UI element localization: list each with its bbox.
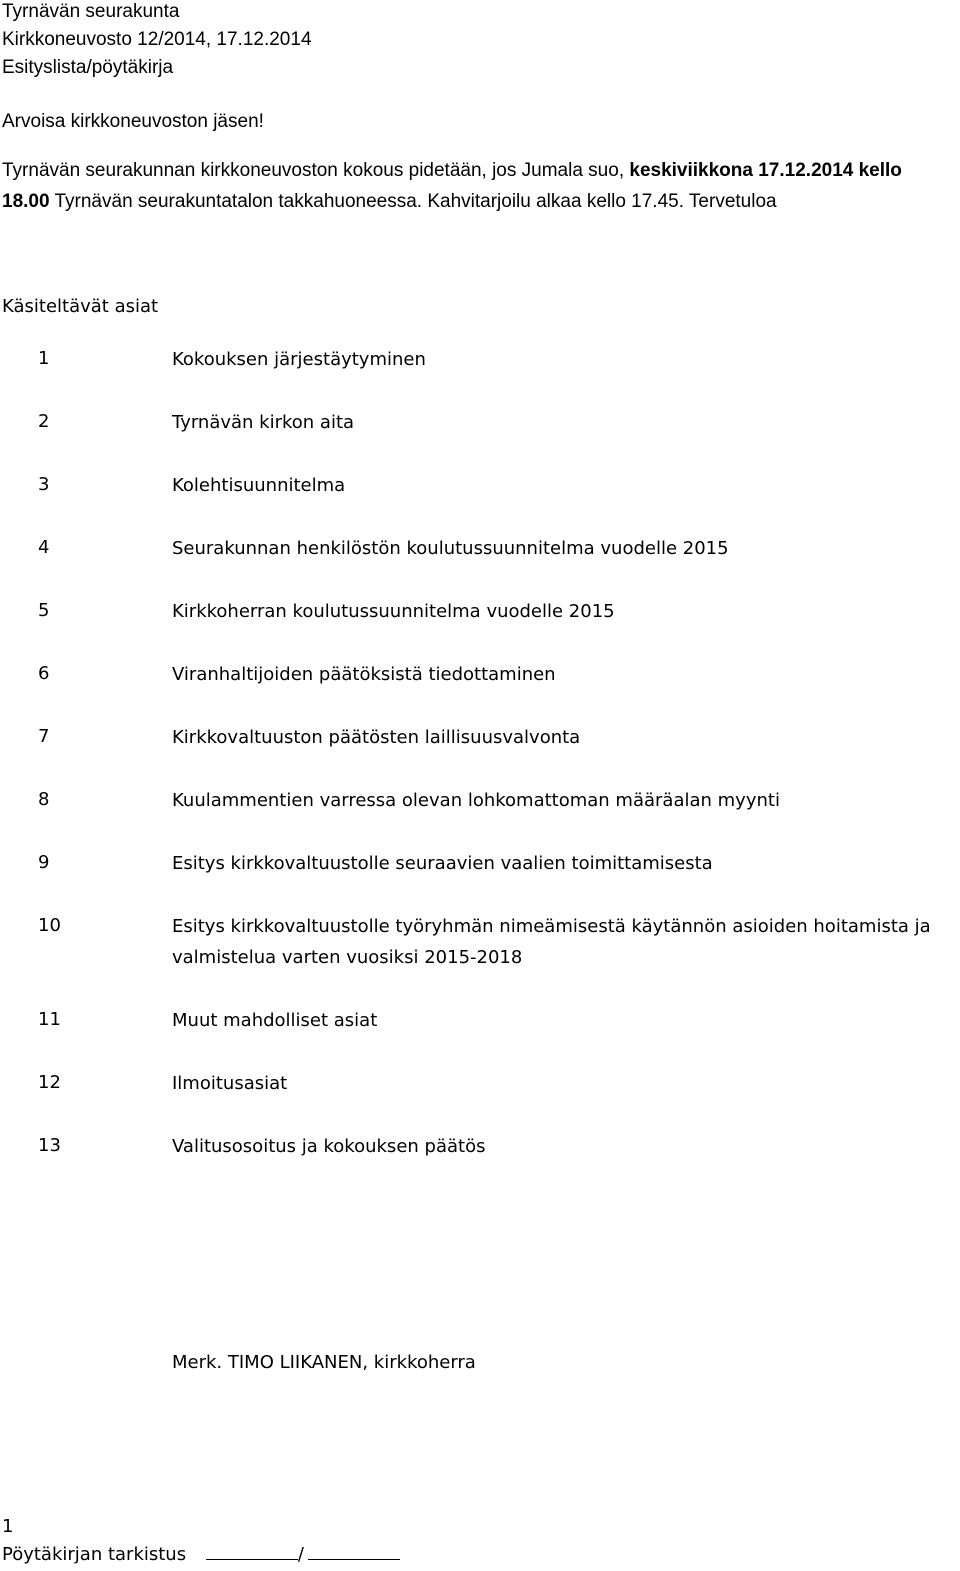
agenda-item-title: Seurakunnan henkilöstön koulutussuunnitelma vuodelle 2015 — [172, 538, 729, 559]
agenda-item — [0, 407, 960, 437]
agenda-item-title: Kolehtisuunnitelma — [172, 475, 346, 496]
agenda-item-title: Kuulammentien varressa olevan lohkomattoman määräalan myynti — [172, 790, 780, 811]
invitation-text: Tyrnävän seurakunnan kirkkoneuvoston kokous pidetään, jos Jumala suo, — [2, 160, 630, 181]
agenda-item — [0, 659, 960, 689]
agenda-item — [0, 533, 960, 563]
agenda-item-title: Esitys kirkkovaltuustolle työryhmän nimeämisestä käytännön asioiden hoitamista ja valmistelua varten vuosiksi 2015-2018 — [172, 916, 931, 968]
parish-name: Tyrnävän seurakunta — [2, 1, 180, 22]
invitation-line-2 — [2, 191, 777, 213]
agenda-item — [0, 1005, 960, 1035]
agenda-heading: Käsiteltävät asiat — [2, 296, 159, 317]
agenda-item-number: 2 — [38, 411, 50, 432]
page-number: 1 — [2, 1516, 14, 1537]
meeting-hour: 18.00 — [2, 191, 50, 212]
agenda-item-title: Tyrnävän kirkon aita — [172, 412, 355, 433]
document-type: Esityslista/pöytäkirja — [2, 57, 174, 78]
agenda-item-number: 7 — [38, 726, 50, 747]
agenda-item-number: 6 — [38, 663, 50, 684]
agenda-item-number: 11 — [38, 1009, 61, 1030]
agenda-item-number: 10 — [38, 915, 61, 936]
invitation-line-1 — [2, 160, 902, 182]
agenda-item — [0, 344, 960, 374]
agenda-item-number: 12 — [38, 1072, 61, 1093]
agenda-item — [0, 1068, 960, 1098]
invitation-location: Tyrnävän seurakuntatalon takkahuoneessa. Kahvitarjoilu alkaa kello 17.45. Tervetuloa — [49, 191, 777, 212]
agenda-item-number: 9 — [38, 852, 50, 873]
minutes-check-row — [2, 1543, 400, 1565]
signature-line: Merk. TIMO LIIKANEN, kirkkoherra — [172, 1352, 476, 1373]
agenda-item-number: 3 — [38, 474, 50, 495]
agenda-item — [0, 596, 960, 626]
greeting: Arvoisa kirkkoneuvoston jäsen! — [2, 111, 264, 132]
meeting-info: Kirkkoneuvosto 12/2014, 17.12.2014 — [2, 29, 312, 50]
agenda-item — [0, 1131, 960, 1161]
initials-blank-2 — [308, 1543, 400, 1560]
agenda-item-number: 13 — [38, 1135, 61, 1156]
agenda-item — [0, 470, 960, 500]
agenda-item — [0, 911, 960, 973]
minutes-check-label: Pöytäkirjan tarkistus — [2, 1544, 187, 1565]
agenda-item — [0, 722, 960, 752]
initials-separator: / — [297, 1544, 304, 1565]
meeting-date-time: keskiviikkona 17.12.2014 kello — [629, 160, 902, 181]
agenda-item-number: 4 — [38, 537, 50, 558]
agenda-item — [0, 785, 960, 815]
agenda-item-title: Ilmoitusasiat — [172, 1073, 288, 1094]
agenda-item-title: Viranhaltijoiden päätöksistä tiedottaminen — [172, 664, 556, 685]
agenda-item-title: Kokouksen järjestäytyminen — [172, 349, 426, 370]
agenda-item-number: 1 — [38, 348, 50, 369]
agenda-item-title: Esitys kirkkovaltuustolle seuraavien vaalien toimittamisesta — [172, 853, 713, 874]
agenda-item-title: Kirkkoherran koulutussuunnitelma vuodelle 2015 — [172, 601, 615, 622]
agenda-item-title: Valitusosoitus ja kokouksen päätös — [172, 1136, 486, 1157]
initials-blank-1 — [206, 1543, 298, 1560]
agenda-item-number: 5 — [38, 600, 50, 621]
agenda-item-title: Kirkkovaltuuston päätösten laillisuusvalvonta — [172, 727, 581, 748]
agenda-item — [0, 848, 960, 878]
agenda-item-number: 8 — [38, 789, 50, 810]
agenda-item-title: Muut mahdolliset asiat — [172, 1010, 378, 1031]
